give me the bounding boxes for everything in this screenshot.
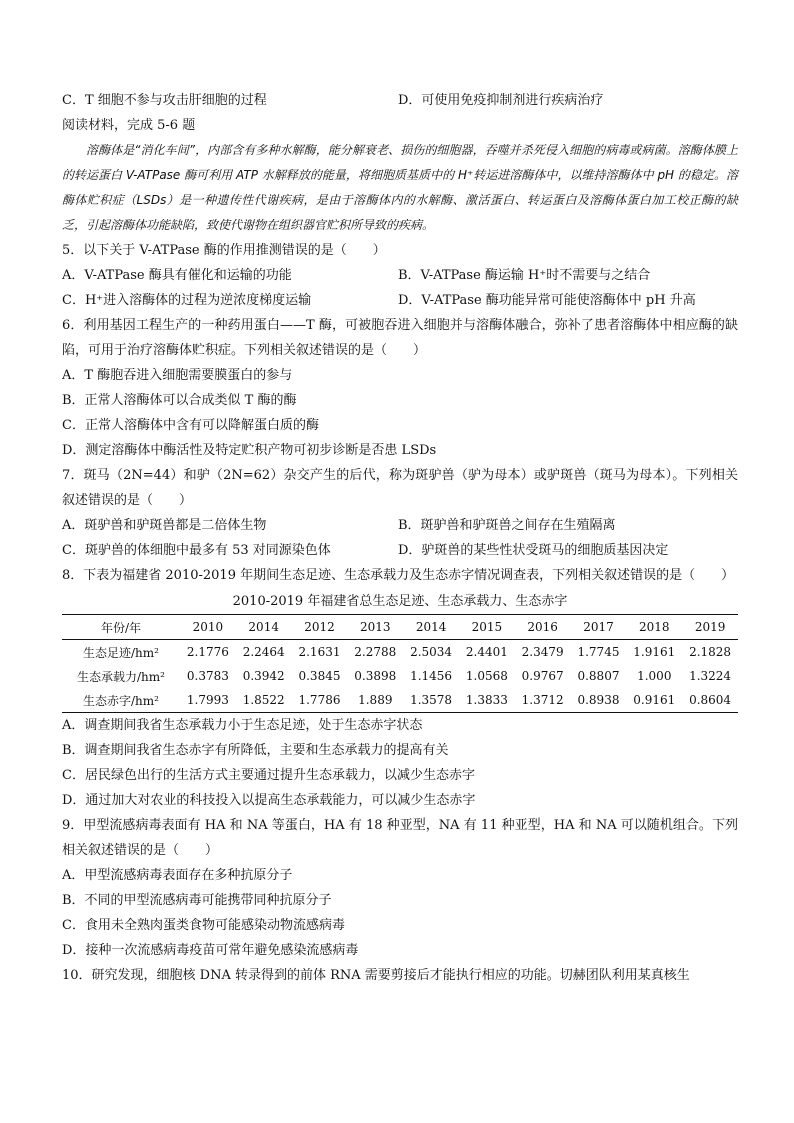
q6-stem: 6．利用基因工程生产的一种药用蛋白——T 酶，可被胞吞进入细胞并与溶酶体融合，弥补了患者溶酶体中相应酶的缺陷，可用于治疗溶酶体贮积症。下列相关叙述错误的是（ ） xyxy=(62,318,738,358)
table-cell: 0.3942 xyxy=(242,669,285,683)
q6-option-c: C．正常人溶酶体中含有可以降解蛋白质的酶 xyxy=(62,418,319,433)
table-cell: 2.2464 xyxy=(242,645,285,659)
q5-options-row-2 xyxy=(62,288,738,313)
q5-option-c: C．H⁺进入溶酶体的过程为逆浓度梯度运输 xyxy=(62,293,312,308)
table-cell: 1.3833 xyxy=(465,693,508,707)
table-cell: 0.3783 xyxy=(186,669,229,683)
table-cell: 0.3845 xyxy=(298,669,341,683)
table-row xyxy=(62,688,738,713)
exam-page xyxy=(62,88,738,988)
q5-option-d: D．V-ATPase 酶功能异常可能使溶酶体中 pH 升高 xyxy=(398,293,696,308)
table-cell: 0.9161 xyxy=(633,693,676,707)
q4-options-row xyxy=(62,88,738,113)
table-cell: 2.5034 xyxy=(410,645,453,659)
q7-option-c: C．斑驴兽的体细胞中最多有 53 对同源染色体 xyxy=(62,543,331,558)
table-row xyxy=(62,664,738,688)
q9-option-b: B．不同的甲型流感病毒可能携带同种抗原分子 xyxy=(62,893,332,908)
table-cell: 1.7993 xyxy=(186,693,229,707)
q4-option-d: D．可使用免疫抑制剂进行疾病治疗 xyxy=(398,93,604,108)
table-cell: 1.8522 xyxy=(242,693,285,707)
table-cell: 1.9161 xyxy=(633,645,676,659)
table-cell: 0.9767 xyxy=(521,669,564,683)
q8-option-b: B．调查期间我省生态赤字有所降低，主要和生态承载力的提高有关 xyxy=(62,743,449,758)
eco-table xyxy=(62,614,738,713)
table-cell: 0.8807 xyxy=(577,669,620,683)
table-header-cell: 2015 xyxy=(471,620,503,634)
table-cell: 0.8938 xyxy=(577,693,620,707)
table-cell: 1.7786 xyxy=(298,693,341,707)
q4-option-c: C．T 细胞不参与攻击肝细胞的过程 xyxy=(62,93,267,108)
reading-passage: 溶酶体是“消化车间”，内部含有多种水解酶，能分解衰老、损伤的细胞器，吞噬并杀死侵入细胞的病毒或病菌。溶酶体膜上的转运蛋白 V-ATPase 酶可利用 ATP 水解释放的能量，将细胞质基质中的 H⁺转运进溶酶体中，以维持溶酶体中 pH 的稳定。溶酶体贮积症（LSDs）是一种遗传性代谢疾病，是由于溶酶体内的水解酶、激活蛋白、转运蛋白及溶酶体蛋白加工校正酶的缺乏，引起溶酶体功能缺陷，致使代谢物在组织器官贮积所导致的疾病。 xyxy=(62,143,738,232)
q5-option-b: B．V-ATPase 酶运输 H⁺时不需要与之结合 xyxy=(398,268,651,283)
table-cell: 2.4401 xyxy=(465,645,508,659)
table-header-cell: 年份/年 xyxy=(100,620,142,635)
table-caption: 2010-2019 年福建省总生态足迹、生态承载力、生态赤字 xyxy=(232,594,568,609)
q5-option-a: A．V-ATPase 酶具有催化和运输的功能 xyxy=(62,268,292,283)
table-header-cell: 2014 xyxy=(415,620,447,634)
table-cell: 1.1456 xyxy=(410,669,453,683)
table-row xyxy=(62,640,738,665)
table-cell: 1.3224 xyxy=(689,669,732,683)
table-header-cell: 2017 xyxy=(583,620,614,634)
table-header-cell: 2013 xyxy=(360,620,391,634)
table-cell: 生态承载力/hm² xyxy=(77,669,165,684)
table-cell: 生态足迹/hm² xyxy=(83,645,159,660)
q9-option-c: C．食用未全熟肉蛋类食物可能感染动物流感病毒 xyxy=(62,918,345,933)
table-cell: 2.1631 xyxy=(298,645,341,659)
table-header-cell: 2014 xyxy=(248,620,279,634)
q10-stem: 10．研究发现，细胞核 DNA 转录得到的前体 RNA 需要剪接后才能执行相应的功能。切赫团队利用某真核生 xyxy=(62,968,690,983)
table-cell: 2.1828 xyxy=(689,645,732,659)
q8-option-d: D．通过加大对农业的科技投入以提高生态承载能力，可以减少生态赤字 xyxy=(62,793,476,808)
q7-options-row-2 xyxy=(62,538,738,563)
table-cell: 1.000 xyxy=(637,669,672,683)
q9-option-a: A．甲型流感病毒表面存在多种抗原分子 xyxy=(62,868,293,883)
q6-option-b: B．正常人溶酶体可以合成类似 T 酶的酶 xyxy=(62,393,297,408)
q7-stem: 7．斑马（2N=44）和驴（2N=62）杂交产生的后代，称为斑驴兽（驴为母本）或驴斑兽（斑马为母本）。下列相关叙述错误的是（ ） xyxy=(62,468,738,508)
table-header-row xyxy=(62,615,738,640)
table-header-cell: 2018 xyxy=(639,620,670,634)
table-header-cell: 2016 xyxy=(527,620,558,634)
table-cell: 生态赤字/hm² xyxy=(83,693,159,708)
q5-options-row-1 xyxy=(62,263,738,288)
q5-stem: 5．以下关于 V-ATPase 酶的作用推测错误的是（ ） xyxy=(62,243,386,258)
q6-option-a: A．T 酶胞吞进入细胞需要膜蛋白的参与 xyxy=(62,368,293,383)
q8-option-a: A．调查期间我省生态承载力小于生态足迹，处于生态赤字状态 xyxy=(62,718,423,733)
q9-option-d: D．接种一次流感病毒疫苗可常年避免感染流感病毒 xyxy=(62,943,359,958)
q7-options-row-1 xyxy=(62,513,738,538)
table-cell: 0.8604 xyxy=(689,693,732,707)
q9-stem: 9．甲型流感病毒表面有 HA 和 NA 等蛋白，HA 有 18 种亚型，NA 有 11 种亚型，HA 和 NA 可以随机组合。下列相关叙述错误的是（ ） xyxy=(62,818,738,858)
q8-stem: 8．下表为福建省 2010-2019 年期间生态足迹、生态承载力及生态赤字情况调查表，下列相关叙述错误的是（ ） xyxy=(62,568,735,583)
table-cell: 2.2788 xyxy=(354,645,397,659)
reading-instruction: 阅读材料，完成 5-6 题 xyxy=(62,118,196,133)
q8-option-c: C．居民绿色出行的生活方式主要通过提升生态承载力，以减少生态赤字 xyxy=(62,768,475,783)
table-header-cell: 2012 xyxy=(304,620,335,634)
table-cell: 0.3898 xyxy=(354,669,397,683)
table-cell: 2.1776 xyxy=(186,645,229,659)
table-cell: 1.7745 xyxy=(577,645,620,659)
q7-option-a: A．斑驴兽和驴斑兽都是二倍体生物 xyxy=(62,518,267,533)
table-cell: 2.3479 xyxy=(521,645,564,659)
table-cell: 1.889 xyxy=(358,693,393,707)
table-cell: 1.3712 xyxy=(521,693,564,707)
q7-option-d: D．驴斑兽的某些性状受斑马的细胞质基因决定 xyxy=(398,543,669,558)
table-header-cell: 2010 xyxy=(192,620,224,634)
q7-option-b: B．斑驴兽和驴斑兽之间存在生殖隔离 xyxy=(398,518,616,533)
table-cell: 1.3578 xyxy=(410,693,453,707)
table-header-cell: 2019 xyxy=(694,620,726,634)
table-cell: 1.0568 xyxy=(465,669,508,683)
q6-option-d: D．测定溶酶体中酶活性及特定贮积产物可初步诊断是否患 LSDs xyxy=(62,443,437,458)
